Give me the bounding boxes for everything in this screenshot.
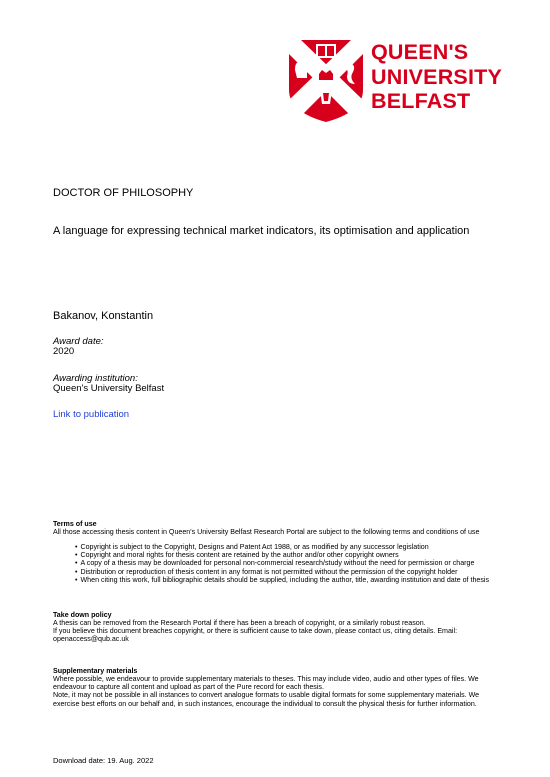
takedown-body [53,619,498,644]
terms-item: • A copy of a thesis may be downloaded for personal non-commercial research/study without the need for permission or charge [75,559,515,567]
supplementary-text-1: Where possible, we endeavour to provide supplementary materials to theses. This may include video, audio and other types of files. We endeavour to capture all content and upload as part of the Pure record for each thesis. [53,675,479,692]
takedown-text-2: If you believe this document breaches copyright, or there is sufficient cause to take down, please contact us, citing details. Email: openaccess@qub.ac.uk [53,627,458,644]
degree-title: DOCTOR OF PHILOSOPHY [53,187,194,199]
award-date-label: Award date: [53,336,104,347]
takedown-heading: Take down policy [53,611,112,619]
terms-item: • Distribution or reproduction of thesis content in any format is not permitted without the permission of the copyright holder [75,568,515,576]
thesis-title: A language for expressing technical market indicators, its optimisation and application [53,225,470,237]
university-wordmark [371,40,502,114]
awarding-institution-label: Awarding institution: [53,373,138,384]
link-to-publication[interactable]: Link to publication [53,409,130,420]
award-date-value: 2020 [53,346,75,357]
university-crest-logo [287,38,365,124]
terms-intro: All those accessing thesis content in Queen's University Belfast Research Portal are subject to the following terms and conditions of use [53,528,480,536]
wordmark-line-3: BELFAST [371,89,471,113]
author-name: Bakanov, Konstantin [53,310,154,322]
download-date: Download date: 19. Aug. 2022 [53,756,154,765]
wordmark-line-2: UNIVERSITY [371,64,503,89]
terms-item: • Copyright and moral rights for thesis content are retained by the author and/or other copyright owners [75,551,515,559]
supplementary-text-2: Note, it may not be possible in all instances to convert analogue formats to usable digital formats for some supplementary materials. We exercise best efforts on our behalf and, in such instances, encourage the individual to consult the physical thesis for further information. [53,691,480,708]
awarding-institution-value: Queen's University Belfast [53,383,165,394]
terms-list [75,543,515,584]
terms-item: • Copyright is subject to the Copyright, Designs and Patent Act 1988, or as modified by any successor legislation [75,543,515,551]
terms-heading: Terms of use [53,520,97,528]
supplementary-body [53,675,503,708]
terms-item: • When citing this work, full bibliographic details should be supplied, including the author, title, awarding institution and date of thesis [75,576,515,584]
wordmark-line-1: QUEEN'S [371,40,469,64]
supplementary-heading: Supplementary materials [53,667,138,675]
takedown-text-1: A thesis can be removed from the Research Portal if there has been a breach of copyright, or a similarly robust reason. [53,619,426,627]
estd-text: ESTD 1845 [315,111,337,116]
